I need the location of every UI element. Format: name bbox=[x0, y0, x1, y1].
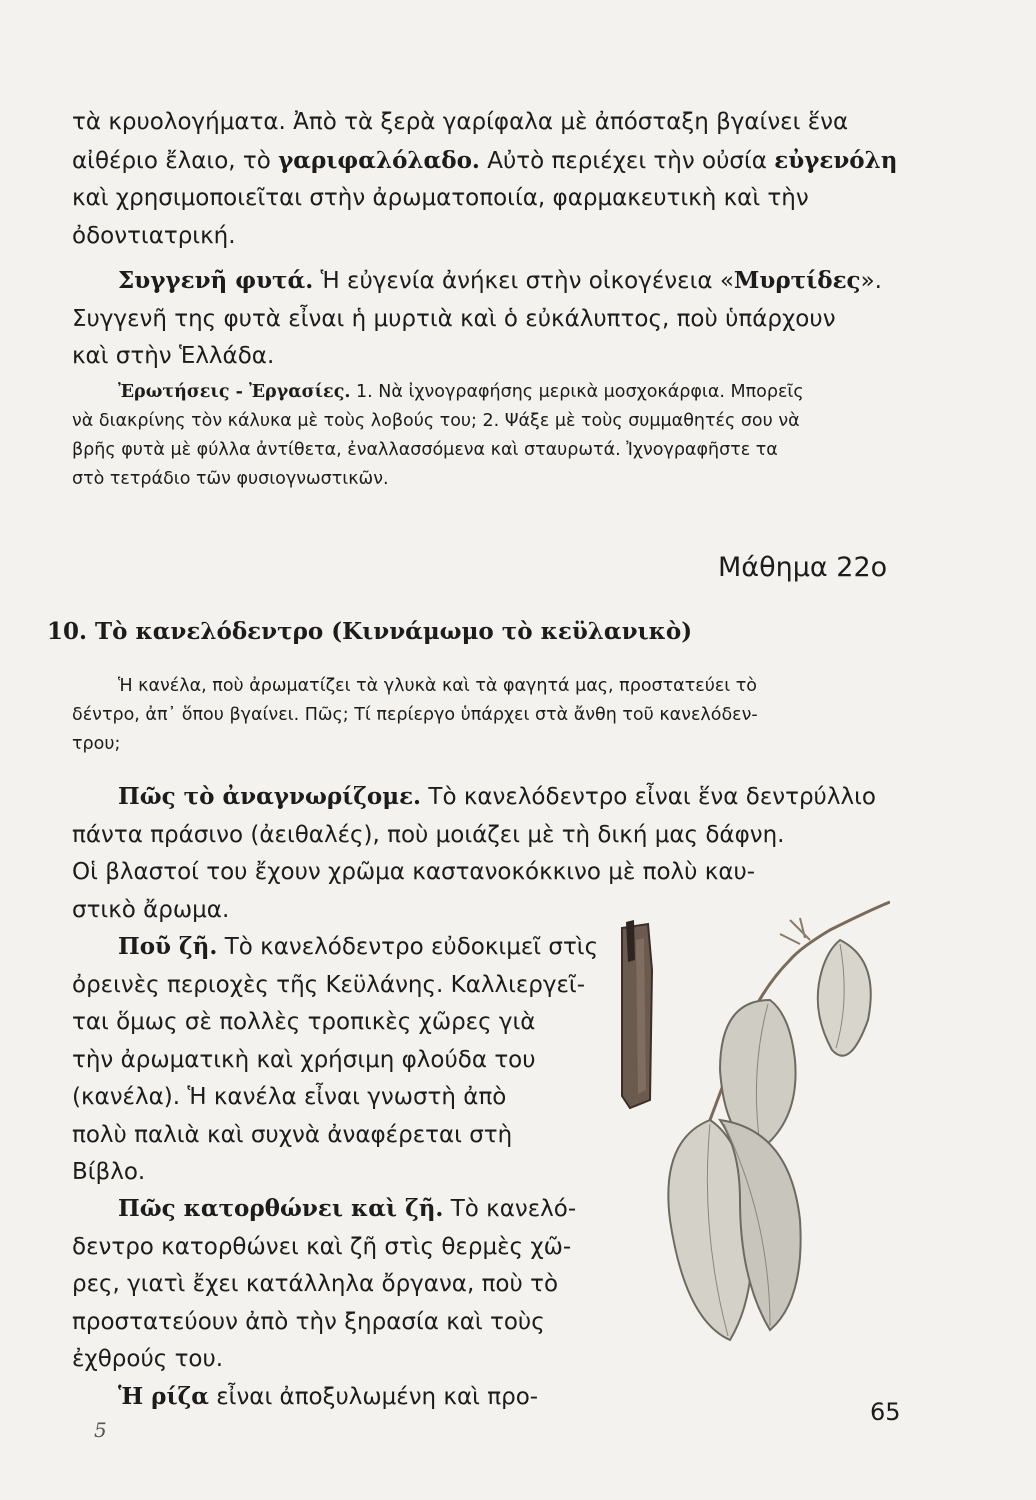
text-line: καὶ χρησιμοποιεῖται στὴν ἀρωματοποιία, φαρμακευτικὴ καὶ τὴν bbox=[72, 185, 809, 211]
printer-signature-mark: 5 bbox=[94, 1418, 107, 1442]
text-line: Πῶς κατορθώνει καὶ ζῆ. Τὸ κανελό- bbox=[118, 1195, 577, 1222]
paragraph-root bbox=[72, 1378, 602, 1417]
cinnamon-illustration bbox=[600, 900, 890, 1420]
text-line: προστατεύουν ἀπὸ τὴν ξηρασία καὶ τοὺς bbox=[72, 1308, 545, 1335]
text-line: αἰθέριο ἔλαιο, τὸ γαριφαλόλαδο. Αὐτὸ περιέχει τὴν οὐσία εὐγενόλη bbox=[72, 146, 898, 174]
paragraph-survival bbox=[72, 1190, 602, 1379]
intro-questions bbox=[72, 672, 932, 759]
text-line: Ἡ κανέλα, ποὺ ἀρωματίζει τὰ γλυκὰ καὶ τὰ φαγητά μας, προστατεύει τὸ bbox=[118, 676, 758, 696]
text-line: τὰ κρυολογήματα. Ἀπὸ τὰ ξερὰ γαρίφαλα μὲ ἀπόσταξη βγαίνει ἕνα bbox=[72, 109, 849, 135]
text-line: Συγγενῆ φυτά. Ἡ εὐγενία ἀνήκει στὴν οἰκογένεια «Μυρτίδες». bbox=[118, 267, 882, 294]
text-line: ἐχθρούς του. bbox=[72, 1346, 224, 1372]
text-line: Οἱ βλαστοί του ἔχουν χρῶμα καστανοκόκκινο μὲ πολὺ καυ- bbox=[72, 859, 756, 885]
text-line: στικὸ ἄρωμα. bbox=[72, 896, 230, 923]
text-line: Συγγενῆ της φυτὰ εἶναι ἡ μυρτιὰ καὶ ὁ εὐκάλυπτος, ποὺ ὑπάρχουν bbox=[72, 305, 836, 332]
text-line: στὸ τετράδιο τῶν φυσιογνωστικῶν. bbox=[72, 469, 389, 489]
text-line: Ἡ ρίζα εἶναι ἀποξυλωμένη καὶ προ- bbox=[118, 1383, 539, 1410]
cinnamon-leaf-icon bbox=[818, 940, 871, 1056]
text-line: δεντρο κατορθώνει καὶ ζῆ στὶς θερμὲς χῶ- bbox=[72, 1233, 572, 1260]
text-line: πολὺ παλιὰ καὶ συχνὰ ἀναφέρεται στὴ bbox=[72, 1121, 513, 1148]
text-line: καὶ στὴν Ἑλλάδα. bbox=[72, 343, 275, 369]
lesson-title: Μάθημα 22ο bbox=[718, 552, 888, 583]
text-line: τὴν ἀρωματικὴ καὶ χρήσιμη φλούδα του bbox=[72, 1046, 536, 1073]
exercises-block bbox=[72, 378, 932, 494]
text-line: νὰ διακρίνης τὸν κάλυκα μὲ τοὺς λοβούς του; 2. Ψάξε μὲ τοὺς συμμαθητές σου νὰ bbox=[72, 411, 800, 431]
text-line: Βίβλο. bbox=[72, 1159, 146, 1185]
paragraph-related-plants bbox=[72, 262, 932, 376]
page-number: 65 bbox=[870, 1398, 901, 1426]
paragraph-clove-oil bbox=[72, 104, 932, 255]
text-line: Ποῦ ζῆ. Τὸ κανελόδεντρο εὐδοκιμεῖ στὶς bbox=[118, 933, 599, 960]
paragraph-habitat bbox=[72, 928, 602, 1192]
text-line: τρου; bbox=[72, 734, 121, 754]
text-line: Ἐρωτήσεις - Ἐργασίες. 1. Νὰ ἰχνογραφήσης μερικὰ μοσχοκάρφια. Μπορεῖς bbox=[118, 382, 804, 402]
text-line: πάντα πράσινο (ἀειθαλές), ποὺ μοιάζει μὲ τὴ δική μας δάφνη. bbox=[72, 821, 785, 848]
text-line: ται ὅμως σὲ πολλὲς τροπικὲς χῶρες γιὰ bbox=[72, 1009, 536, 1035]
cinnamon-bark-icon bbox=[622, 920, 652, 1108]
text-line: ὀρεινὲς περιοχὲς τῆς Κεϋλάνης. Καλλιεργεῖ- bbox=[72, 971, 586, 998]
text-line: βρῆς φυτὰ μὲ φύλλα ἀντίθετα, ἐναλλασσόμενα καὶ σταυρωτά. Ἰχνογραφῆστε τα bbox=[72, 440, 778, 460]
text-line: (κανέλα). Ἡ κανέλα εἶναι γνωστὴ ἀπὸ bbox=[72, 1084, 507, 1110]
text-line: ὀδοντιατρική. bbox=[72, 222, 236, 249]
text-line: Πῶς τὸ ἀναγνωρίζομε. Τὸ κανελόδεντρο εἶναι ἕνα δεντρύλλιο bbox=[118, 783, 876, 810]
text-line: ρες, γιατὶ ἔχει κατάλληλα ὄργανα, ποὺ τὸ bbox=[72, 1271, 559, 1297]
section-title: 10. Τὸ κανελόδεντρο (Κιννάμωμο τὸ κεϋλανικὸ) bbox=[47, 618, 693, 645]
text-line: δέντρο, ἀπ᾽ ὅπου βγαίνει. Πῶς; Τί περίεργο ὑπάρχει στὰ ἄνθη τοῦ κανελόδεν- bbox=[72, 705, 758, 725]
